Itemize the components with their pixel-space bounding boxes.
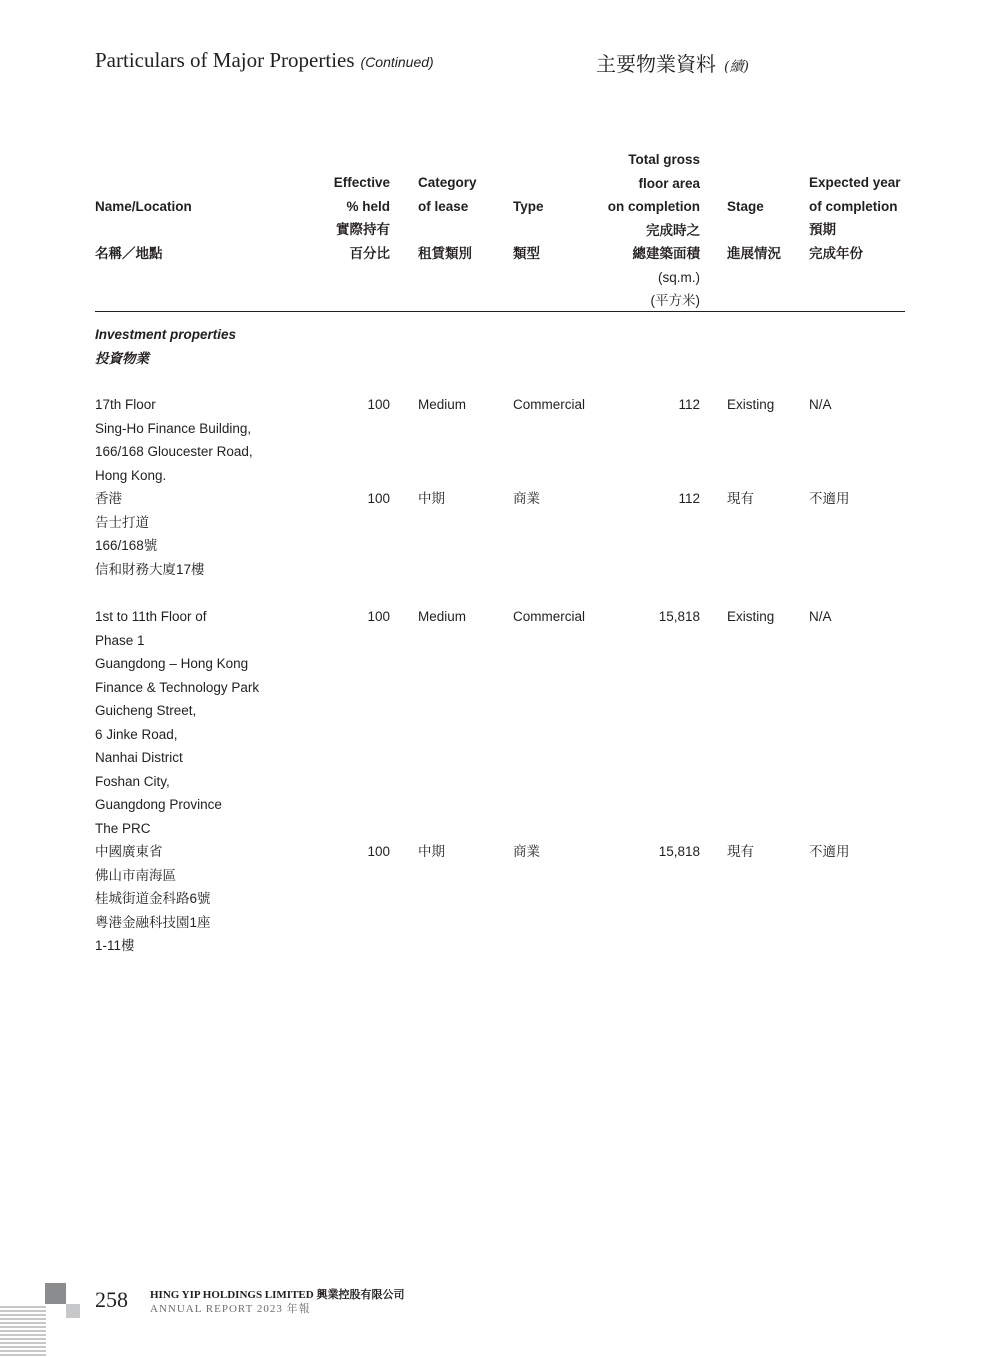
- col-header-stage-zh: 進展情況: [727, 246, 781, 261]
- location-line: Nanhai District: [95, 750, 183, 765]
- col-header-gfa-line3: on completion: [607, 199, 700, 214]
- property-2-stage-zh: 現有: [727, 844, 754, 859]
- property-1-year-zh: 不適用: [809, 491, 850, 506]
- location-line-zh: 粵港金融科技園1座: [95, 914, 211, 930]
- property-2-gfa-zh: 15,818: [658, 844, 700, 859]
- footer-square-light: [66, 1304, 80, 1318]
- property-1-location: [95, 393, 253, 581]
- location-line-zh: 佛山市南海區: [95, 867, 176, 883]
- footer-square-dark: [45, 1283, 66, 1304]
- title-zh-continued: (續): [724, 59, 749, 75]
- col-header-gfa-unit: (sq.m.): [658, 269, 700, 285]
- location-line-zh: 1-11樓: [95, 938, 135, 953]
- col-header-effective-line2: % held: [346, 198, 390, 214]
- col-header-name-zh: 名稱／地點: [95, 246, 163, 261]
- property-1-category-en: Medium: [418, 397, 467, 412]
- col-header-stage: [727, 195, 781, 266]
- header-rule: [95, 311, 905, 312]
- location-line-zh: 中國廣東省: [95, 844, 163, 859]
- section-heading-zh: 投資物業: [95, 350, 149, 366]
- location-line: Sing-Ho Finance Building,: [95, 420, 252, 436]
- footer-company: HING YIP HOLDINGS LIMITED 興業控股有限公司: [150, 1289, 405, 1301]
- property-1-year-en: N/A: [809, 397, 832, 412]
- property-2-year-zh: 不適用: [809, 844, 850, 859]
- col-header-category-line2: of lease: [418, 198, 469, 214]
- property-1-gfa-en: 112: [678, 397, 700, 412]
- property-2-type-zh: 商業: [513, 844, 540, 859]
- col-header-gfa-line2: floor area: [638, 175, 700, 191]
- col-header-year: [809, 171, 901, 265]
- property-2-location: [95, 605, 259, 958]
- location-line: 1st to 11th Floor of: [95, 609, 207, 624]
- page-title-en: [95, 48, 434, 73]
- location-line: Phase 1: [95, 632, 145, 648]
- property-2-type-en: Commercial: [513, 609, 586, 624]
- page-number: 258: [95, 1287, 128, 1312]
- property-2-category-zh: 中期: [418, 844, 445, 859]
- col-header-category: [418, 171, 477, 265]
- property-1-gfa-zh: 112: [678, 491, 700, 506]
- spacer: [418, 218, 477, 242]
- col-header-year-line2: of completion: [809, 198, 898, 214]
- title-zh-text: 主要物業資料: [596, 52, 716, 76]
- property-2-effective-zh: 100: [367, 844, 390, 859]
- footer-stripes-decoration: [0, 1306, 46, 1357]
- location-line-zh: 香港: [95, 491, 122, 506]
- property-1-type-zh: 商業: [513, 491, 540, 506]
- col-header-stage-en: Stage: [727, 199, 764, 214]
- spacer: [95, 219, 192, 243]
- col-header-gfa: [570, 148, 700, 313]
- location-line-zh: 166/168號: [95, 538, 158, 553]
- property-1-stage-zh: 現有: [727, 491, 754, 506]
- title-en-text: Particulars of Major Properties: [95, 48, 355, 72]
- col-header-category-line1: Category: [418, 175, 477, 190]
- col-header-effective-zh2: 百分比: [349, 245, 390, 261]
- property-1-category-zh: 中期: [418, 491, 445, 506]
- col-header-effective-line1: Effective: [333, 175, 390, 190]
- location-line: Foshan City,: [95, 773, 170, 789]
- col-header-effective: [300, 171, 390, 265]
- property-1-effective-en: 100: [367, 397, 390, 412]
- page-title-zh: [596, 48, 749, 77]
- location-line-zh: 信和財務大廈17樓: [95, 561, 205, 577]
- property-2-category-en: Medium: [418, 609, 467, 624]
- location-line: The PRC: [95, 820, 151, 836]
- col-header-year-zh1: 預期: [809, 222, 836, 237]
- col-header-type-zh: 類型: [513, 246, 540, 261]
- property-2-gfa-en: 15,818: [658, 609, 700, 624]
- col-header-name: [95, 195, 192, 266]
- col-header-name-en: Name/Location: [95, 199, 192, 214]
- col-header-year-line1: Expected year: [809, 175, 901, 190]
- col-header-gfa-zh2: 總建築面積: [632, 246, 700, 261]
- location-line: Guangdong Province: [95, 797, 222, 812]
- property-2-effective-en: 100: [367, 609, 390, 624]
- property-2-year-en: N/A: [809, 609, 832, 624]
- col-header-type-en: Type: [513, 199, 544, 214]
- col-header-type: [513, 195, 544, 266]
- location-line: Guicheng Street,: [95, 703, 197, 718]
- property-1-effective-zh: 100: [367, 491, 390, 506]
- location-line: Guangdong – Hong Kong: [95, 656, 249, 671]
- location-line: 6 Jinke Road,: [95, 726, 178, 742]
- col-header-effective-zh1: 實際持有: [336, 222, 390, 237]
- footer-report: ANNUAL REPORT 2023 年報: [150, 1303, 311, 1315]
- location-line: Finance & Technology Park: [95, 679, 260, 695]
- location-line: 17th Floor: [95, 397, 156, 412]
- property-1-type-en: Commercial: [513, 397, 586, 412]
- property-2-stage-en: Existing: [727, 609, 775, 624]
- col-header-gfa-line1: Total gross: [628, 152, 700, 167]
- spacer: [513, 219, 544, 243]
- property-1-stage-en: Existing: [727, 397, 775, 412]
- location-line: Hong Kong.: [95, 467, 167, 483]
- col-header-category-zh: 租賃類別: [418, 245, 472, 261]
- col-header-gfa-unit-zh: (平方米): [650, 293, 700, 308]
- location-line-zh: 桂城街道金科路6號: [95, 891, 211, 906]
- spacer: [727, 219, 781, 243]
- section-heading: [95, 323, 236, 370]
- col-header-year-zh2: 完成年份: [809, 245, 863, 261]
- title-en-continued: (Continued): [360, 54, 434, 70]
- col-header-gfa-zh1: 完成時之: [646, 222, 700, 238]
- section-heading-en: Investment properties: [95, 327, 237, 342]
- location-line: 166/168 Gloucester Road,: [95, 444, 253, 459]
- location-line-zh: 告士打道: [95, 514, 149, 530]
